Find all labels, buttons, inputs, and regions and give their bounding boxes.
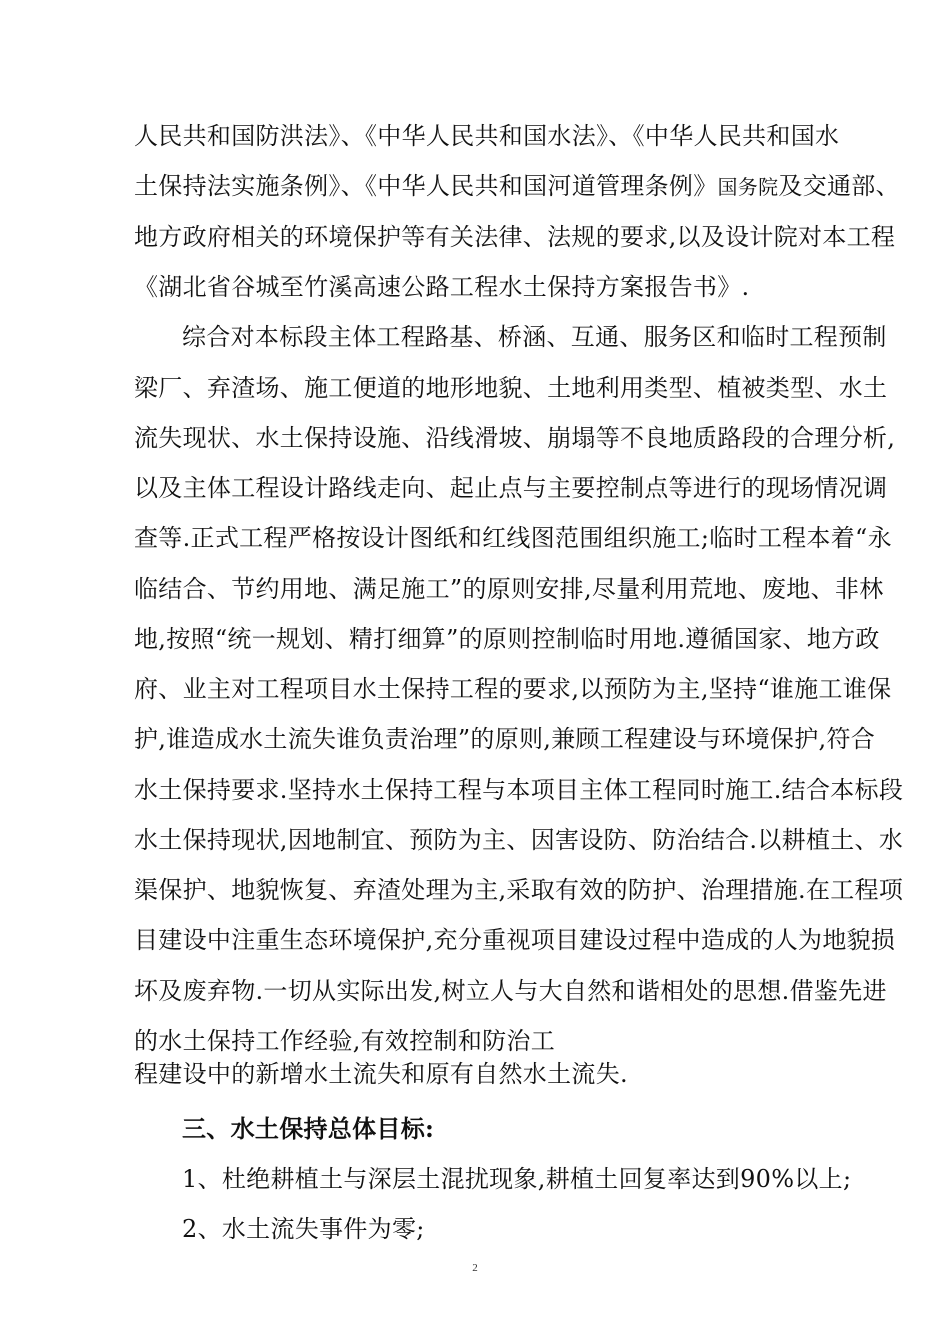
text-line: 坏及废弃物.一切从实际出发,树立人与大自然和谐相处的思想.借鉴先进: [134, 977, 887, 1005]
text-line: 人民共和国防洪法》、《中华人民共和国水法》、《中华人民共和国水: [134, 122, 840, 150]
text-line: 程建设中的新增水土流失和原有自然水土流失.: [134, 1060, 628, 1088]
text-line: 地,按照“统一规划、精打细算”的原则控制临时用地.遵循国家、地方政: [134, 625, 880, 653]
page-number: 2: [472, 1262, 478, 1274]
text-line: 梁厂、弃渣场、施工便道的地形地貌、土地利用类型、植被类型、水土: [134, 374, 888, 402]
text-line: 渠保护、地貌恢复、弃渣处理为主,采取有效的防护、治理措施.在工程项: [134, 876, 904, 904]
text-segment: 及交通部、: [778, 172, 900, 200]
list-item: 2、水土流失事件为零;: [182, 1215, 425, 1243]
text-line: 目建设中注重生态环境保护,充分重视项目建设过程中造成的人为地貌损: [134, 926, 896, 954]
text-line: 的水土保持工作经验,有效控制和防治工: [134, 1027, 556, 1055]
text-line: 护,谁造成水土流失谁负责治理”的原则,兼顾工程建设与环境保护,符合: [134, 725, 876, 753]
text-line: 查等.正式工程严格按设计图纸和红线图范围组织施工;临时工程本着“永: [134, 524, 892, 552]
paragraph-first-line: 综合对本标段主体工程路基、桥涵、互通、服务区和临时工程预制: [182, 323, 887, 351]
text-line: [134, 171, 900, 202]
text-line: 水土保持现状,因地制宜、预防为主、因害设防、防治结合.以耕植土、水: [134, 826, 904, 854]
text-line: 以及主体工程设计路线走向、起止点与主要控制点等进行的现场情况调: [134, 474, 888, 502]
text-line: 临结合、节约用地、满足施工”的原则安排,尽量利用荒地、废地、非林: [134, 575, 884, 603]
text-line: 府、业主对工程项目水土保持工程的要求,以预防为主,坚持“谁施工谁保: [134, 675, 892, 703]
text-line: 《湖北省谷城至竹溪高速公路工程水土保持方案报告书》.: [134, 273, 750, 301]
section-heading: 三、水土保持总体目标:: [182, 1114, 435, 1143]
list-item: 1、杜绝耕植土与深层土混扰现象,耕植土回复率达到90%以上;: [182, 1165, 852, 1193]
text-segment-small: 国务院: [717, 175, 779, 199]
text-segment: 土保持法实施条例》、《中华人民共和国河道管理条例》: [134, 172, 718, 200]
text-line: 水土保持要求.坚持水土保持工程与本项目主体工程同时施工.结合本标段: [134, 776, 904, 804]
text-line: 地方政府相关的环境保护等有关法律、法规的要求,以及设计院对本工程: [134, 223, 896, 251]
text-line: 流失现状、水土保持设施、沿线滑坡、崩塌等不良地质路段的合理分析,: [134, 424, 896, 452]
